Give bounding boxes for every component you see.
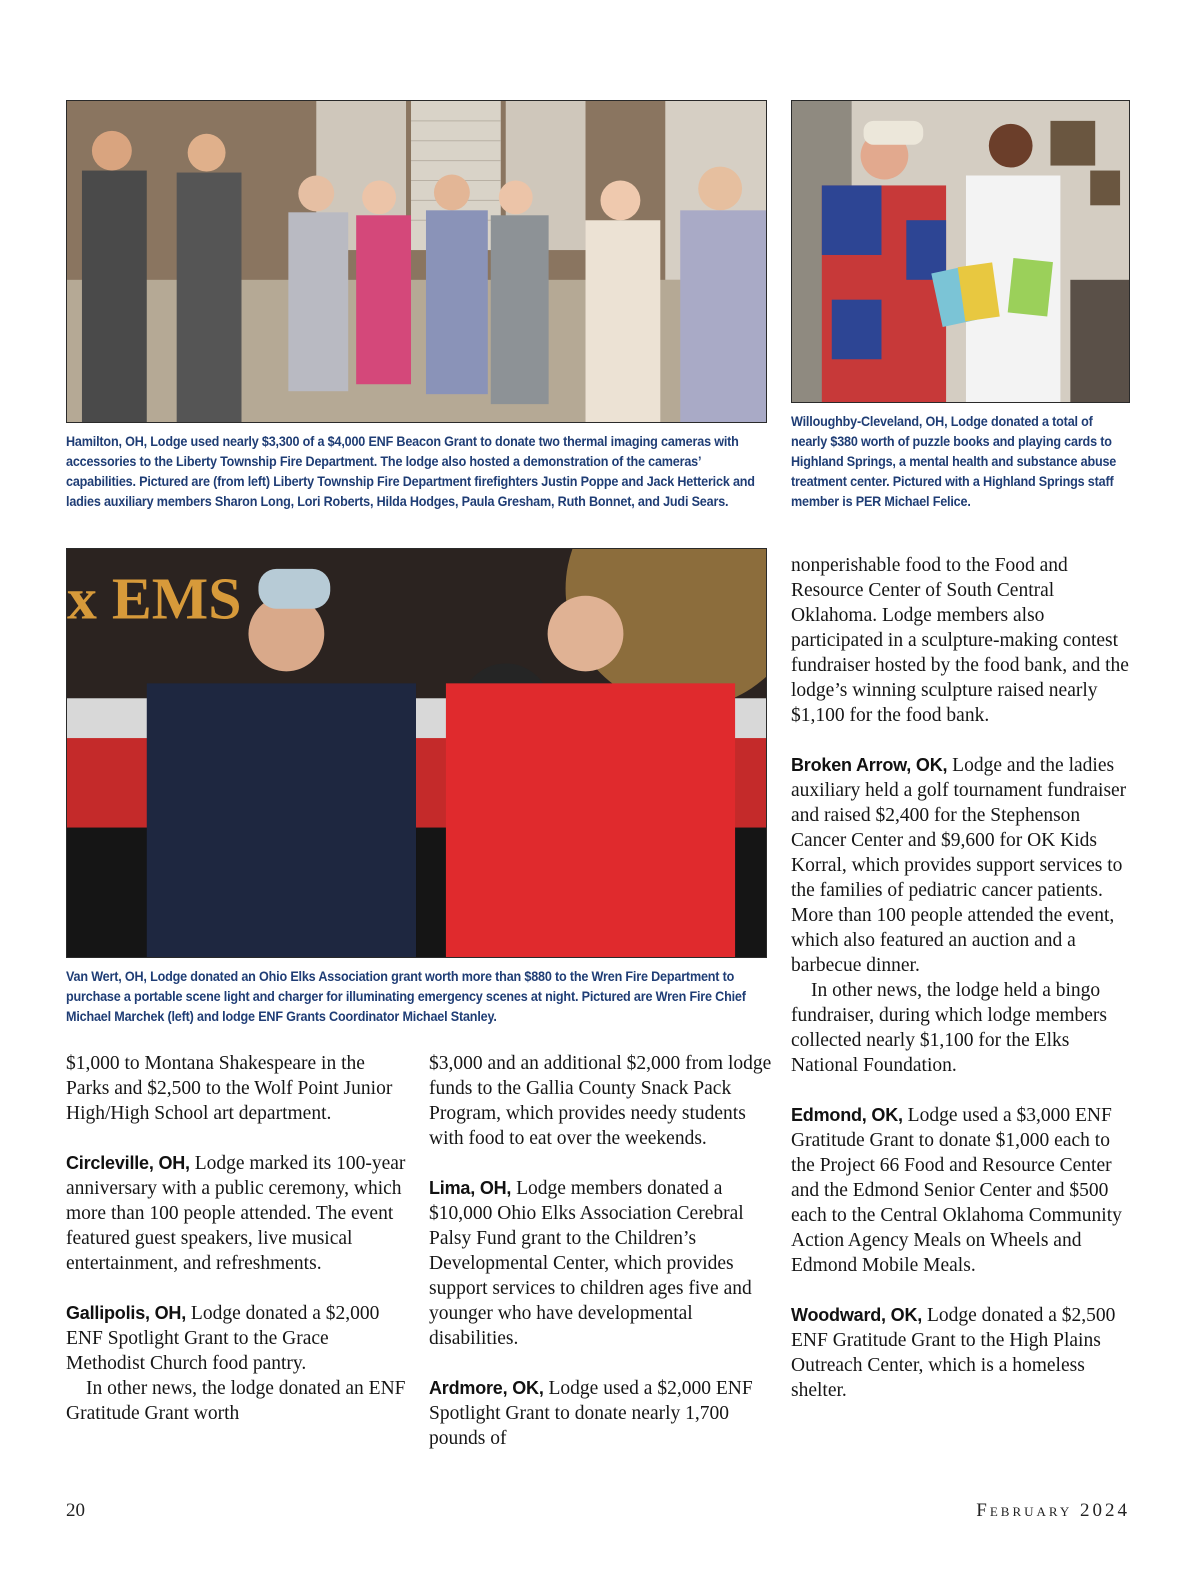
right-para-1-text: nonperishable food to the Food and Resource Center of South Central Oklahoma. Lodge members also participated in a sculpture-making contest fundraiser hosted by the food bank, and the lodge’s winning sculpture raised nearly $1,100 for the food bank. [791,555,1129,726]
edmond-item [791,1103,1136,1278]
page-number: 20 [66,1500,85,1521]
hamilton-caption-place: Hamilton, OH, [66,433,147,449]
hamilton-caption-text: Lodge used nearly $3,300 of a $4,000 ENF Beacon Grant to donate two thermal imaging cameras with accessories to the Liberty Township Fire Department. The lodge also hosted a demonstration of the cameras’ capabilities. Pictured are (from left) Liberty Township Fire Department firefighters Justin Poppe and Jack Hetterick and ladies auxiliary members Sharon Long, Lori Roberts, Hilda Hodges, Paula Gresham, Ruth Bonnet, and Judi Sears. [66,433,755,509]
group-photo-icon [67,101,766,422]
puzzle-books-photo-icon [792,101,1129,402]
circleville-item [66,1151,411,1276]
right-column [791,553,1136,1403]
gallipolis-other-news [66,1376,411,1426]
gallipolis-text: Lodge donated a $2,000 ENF Spotlight Grant to the Grace Methodist Church food pantry. [66,1303,380,1374]
middle-column [429,1051,774,1451]
scene-light-photo-icon [67,549,766,957]
willoughby-photo [791,100,1130,403]
vanwert-caption-text: Lodge donated an Ohio Elks Association grant worth more than $880 to the Wren Fire Department to purchase a portable scene light and charger for illuminating emergency scenes at night. Pictured are Wren Fire Chief Michael Marchek (left) and lodge ENF Grants Coordinator Michael Stanley. [66,968,746,1024]
woodward-lead: Woodward, OK, [791,1305,923,1325]
willoughby-caption [791,411,1126,511]
circleville-text: Lodge marked its 100-year anniversary with a public ceremony, which more than 100 people attended. The event featured guest speakers, live musical entertainment, and refreshments. [66,1153,406,1274]
edmond-lead: Edmond, OK, [791,1105,903,1125]
broken-arrow-other-news [791,978,1136,1078]
ardmore-lead: Ardmore, OK, [429,1378,544,1398]
woodward-item [791,1303,1136,1403]
broken-arrow-lead: Broken Arrow, OK, [791,755,948,775]
vanwert-caption [66,966,763,1026]
left-para-1 [66,1051,411,1126]
broken-arrow-other-news-text: In other news, the lodge held a bingo fundraiser, during which lodge members collected nearly $1,100 for the Elks National Foundation. [791,980,1108,1076]
gallipolis-lead: Gallipolis, OH, [66,1303,187,1323]
circleville-lead: Circleville, OH, [66,1153,190,1173]
right-para-1 [791,553,1136,728]
willoughby-caption-text: Lodge donated a total of nearly $380 worth of puzzle books and playing cards to Highland Springs, a mental health and substance abuse treatment center. Pictured with a Highland Springs staff member is PER Michael Felice. [791,413,1117,509]
middle-para-1-text: $3,000 and an additional $2,000 from lodge funds to the Gallia County Snack Pack Program, which provides needy students with food to eat over the weekends. [429,1053,772,1149]
vanwert-caption-place: Van Wert, OH, [66,968,147,984]
edmond-text: Lodge used a $3,000 ENF Gratitude Grant to donate $1,000 each to the Project 66 Food and Resource Center and the Edmond Senior Center and $500 each to the Central Oklahoma Community Action Agency Meals on Wheels and Edmond Mobile Meals. [791,1105,1122,1276]
willoughby-caption-place: Willoughby-Cleveland, OH, [791,413,948,429]
middle-para-1 [429,1051,774,1151]
left-para-1-text: $1,000 to Montana Shakespeare in the Parks and $2,500 to the Wolf Point Junior High/High School art department. [66,1053,393,1124]
broken-arrow-item [791,753,1136,978]
broken-arrow-text: Lodge and the ladies auxiliary held a golf tournament fundraiser and raised $2,400 for the Stephenson Cancer Center and $9,600 for OK Kids Korral, which provides support services to the families of pediatric cancer patients. More than 100 people attended the event, which also featured an auction and a barbecue dinner. [791,755,1127,976]
ardmore-text: Lodge used a $2,000 ENF Spotlight Grant to donate nearly 1,700 pounds of [429,1378,753,1449]
vanwert-photo [66,548,767,958]
left-column [66,1051,411,1426]
issue-date: February 2024 [976,1500,1130,1521]
lima-lead: Lima, OH, [429,1178,512,1198]
truck-lettering: x EMS [67,565,242,632]
gallipolis-other-news-text: In other news, the lodge donated an ENF Gratitude Grant worth [66,1378,406,1424]
lima-text: Lodge members donated a $10,000 Ohio Elks Association Cerebral Palsy Fund grant to the Children’s Developmental Center, which provides support services to children ages five and younger who have developmental disabilities. [429,1178,752,1349]
ardmore-item [429,1376,774,1451]
woodward-text: Lodge donated a $2,500 ENF Gratitude Grant to the High Plains Outreach Center, which is a homeless shelter. [791,1305,1116,1401]
lima-item [429,1176,774,1351]
gallipolis-item [66,1301,411,1376]
hamilton-photo [66,100,767,423]
hamilton-caption [66,431,763,511]
